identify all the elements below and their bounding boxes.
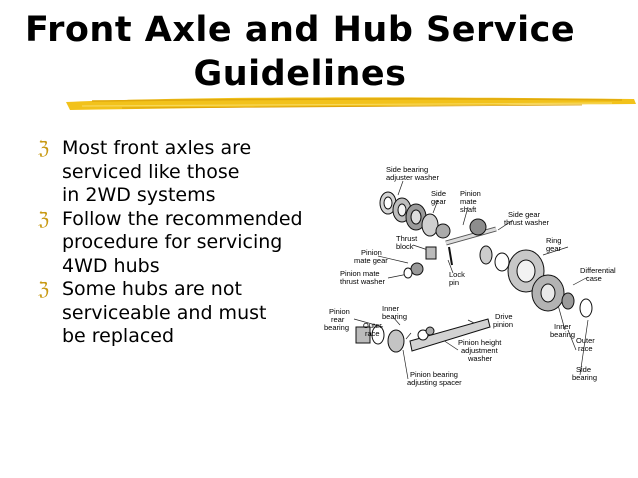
label-side-gear-thrust-washer: thrust washer [504,218,550,227]
z-bullet-icon: ℨ [38,138,50,159]
label-side-bearing: Side [576,365,592,374]
label-outer-race-right: race [578,344,593,353]
z-bullet-icon: ℨ [38,279,50,300]
differential-exploded-diagram [318,155,618,400]
title-line-2: Guidelines [193,54,407,94]
label-pinion-mate-thrust-washer: thrust washer [340,277,386,286]
label-drive-pinion: pinion [493,320,514,329]
label-outer-race: race [365,329,380,338]
label-drive-pinion: Drive [495,312,513,321]
title-line-1: Front Axle and Hub Service [24,10,576,50]
label-inner-bearing-right: Inner [554,322,572,331]
label-pinion-mate-shaft: Pinion [460,189,481,198]
label-pinion-height-washer: adjustment [461,346,498,355]
bullet-item [36,137,316,208]
label-side-bearing: bearing [572,373,598,382]
label-differential-case: case [586,274,602,283]
brush-stroke-underline [62,92,638,114]
bullet-list [36,137,316,349]
label-inner-bearing: bearing [382,312,408,321]
label-inner-bearing: Inner [382,304,400,313]
label-pinion-mate-gear: Pinion [361,248,382,257]
bullet-text: Follow the recommended procedure for servicing 4WD hubs [62,207,303,277]
label-side-bearing-adjuster-washer: adjuster washer [386,173,439,182]
label-differential-case: Differential [580,266,616,275]
bullet-item [36,278,316,349]
label-pinion-mate-shaft: mate [460,197,477,206]
label-pinion-bearing-spacer: Pinion bearing [410,370,458,379]
label-side-gear: Side [431,189,447,198]
label-pinion-height-washer: Pinion height [458,338,502,347]
label-pinion-height-washer: washer [468,354,493,363]
label-pinion-mate-shaft: shaft [460,205,477,214]
label-side-bearing-adjuster-washer: Side bearing [386,165,429,174]
label-pinion-mate-thrust-washer: Pinion mate [340,269,380,278]
label-lock-pin: Lock [449,270,465,279]
label-pinion-mate-gear: mate gear [354,256,388,265]
label-ring-gear: Ring [546,236,562,245]
bullet-text: Some hubs are not serviceable and must be replaced [62,278,267,347]
label-outer-race: Outer [363,321,382,330]
label-lock-pin: pin [449,278,460,287]
slide-title [0,8,600,96]
label-inner-bearing-right: bearing [550,330,576,339]
bullet-text: Most front axles are serviced like those in 2WD systems [62,137,252,206]
label-side-gear-thrust-washer: Side gear [508,210,541,219]
z-bullet-icon: ℨ [38,208,50,230]
label-pinion-rear-bearing: Pinion [329,307,350,316]
label-thrust-block: Thrust [396,234,418,243]
label-pinion-bearing-spacer: adjusting spacer [407,378,462,387]
label-side-gear: gear [431,197,447,206]
bullet-item [36,208,316,279]
label-ring-gear: gear [546,244,562,253]
label-thrust-block: block [396,242,414,251]
label-pinion-rear-bearing: bearing [324,323,350,332]
label-outer-race-right: Outer [576,336,595,345]
label-pinion-rear-bearing: rear [331,315,345,324]
